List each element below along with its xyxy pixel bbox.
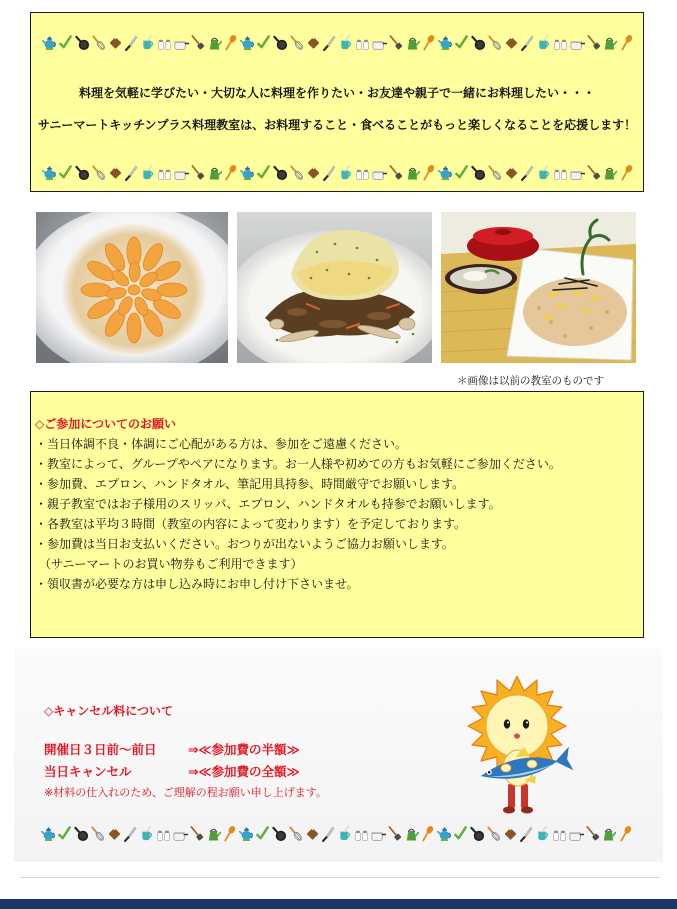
wooden-spoon-icon (223, 164, 238, 181)
cancellation-fee: ⇒≪参加費の半額≫ (188, 742, 300, 757)
spatula-icon (57, 825, 72, 842)
spatula-icon (454, 34, 469, 51)
saucepan-icon (372, 34, 387, 51)
saucepan-icon (569, 825, 584, 842)
intro-line-1: 料理を気軽に学びたい・大切な人に料理を作りたい・お友達や親子で一緒にお料理したい・・・ (78, 86, 595, 100)
whisk-icon (90, 825, 105, 842)
mascot-leg-left (508, 784, 515, 808)
cutting-board-icon (108, 164, 123, 181)
whisk-icon (289, 34, 304, 51)
turner-icon (189, 825, 204, 842)
teapot-icon (438, 164, 453, 181)
mascot-hand (501, 764, 511, 772)
cutting-board-icon (306, 164, 321, 181)
dish-photo-1 (36, 212, 228, 363)
frying-pan-icon (471, 34, 486, 51)
frying-pan-icon (74, 825, 89, 842)
salt-shaker-icon (355, 164, 370, 181)
mascot (462, 676, 574, 821)
wooden-spoon-icon (421, 34, 436, 51)
cutting-board-icon (504, 34, 519, 51)
wooden-spoon-icon (619, 34, 634, 51)
whisk-icon (288, 825, 303, 842)
turner-icon (190, 164, 205, 181)
mascot-foot (503, 807, 515, 814)
measuring-cup-icon (339, 34, 354, 51)
kettle-icon (206, 825, 221, 842)
spatula-icon (256, 34, 271, 51)
spatula-icon (453, 825, 468, 842)
whisk-icon (91, 164, 106, 181)
measuring-cup-icon (537, 34, 552, 51)
saucepan-icon (372, 164, 387, 181)
saucepan-icon (174, 34, 189, 51)
cutting-board-icon (504, 164, 519, 181)
participation-list (35, 414, 635, 594)
participation-item: ・当日体調不良・体調にご心配がある方は、参加をご遠慮ください。 (35, 437, 408, 451)
wooden-spoon-icon (420, 825, 435, 842)
dish-photo-3 (441, 212, 636, 363)
whisk-icon (289, 164, 304, 181)
teapot-icon (42, 34, 57, 51)
icon-row-top (42, 33, 634, 51)
frying-pan-icon (273, 164, 288, 181)
salt-shaker-icon (552, 825, 567, 842)
mascot-hand (527, 760, 537, 768)
whisk-icon (91, 34, 106, 51)
wooden-spoon-icon (223, 34, 238, 51)
knife-icon (520, 164, 535, 181)
kettle-icon (207, 34, 222, 51)
cutting-board-icon (108, 34, 123, 51)
wooden-spoon-icon (618, 825, 633, 842)
cancellation-section (14, 648, 663, 862)
salt-shaker-icon (157, 164, 172, 181)
cancellation-row (44, 742, 364, 758)
turner-icon (586, 34, 601, 51)
cutting-board-icon (503, 825, 518, 842)
turner-icon (190, 34, 205, 51)
kettle-icon (602, 34, 617, 51)
footer-rule (20, 877, 660, 878)
wooden-spoon-icon (421, 164, 436, 181)
participation-item: ・参加費、エプロン、ハンドタオル、筆記用具持参、時間厳守でお願いします。 (35, 477, 465, 491)
icon-row-footer (41, 824, 633, 842)
participation-heading: ◇ご参加についてのお願い (35, 417, 176, 431)
teapot-icon (42, 164, 57, 181)
kettle-icon (405, 34, 420, 51)
mascot-face (486, 695, 548, 757)
salt-shaker-icon (553, 34, 568, 51)
whisk-icon (487, 164, 502, 181)
knife-icon (322, 34, 337, 51)
eye-highlight (507, 722, 509, 724)
kettle-icon (601, 825, 616, 842)
turner-icon (387, 825, 402, 842)
intro-line-2: サニーマートキッチンプラス料理教室は、お料理すること・食べることがもっと楽しくなることを応援します！ (37, 118, 637, 132)
lidded-red-bowl (467, 227, 539, 261)
frying-pan-icon (273, 34, 288, 51)
cancellation-note: ※材料の仕入れのため、ご理解の程お願い申し上げます。 (44, 786, 327, 799)
knife-icon (123, 825, 138, 842)
saucepan-icon (173, 825, 188, 842)
kettle-icon (602, 164, 617, 181)
measuring-cup-icon (536, 825, 551, 842)
footer-bar (0, 899, 677, 909)
whisk-icon (487, 34, 502, 51)
teapot-icon (240, 34, 255, 51)
salt-shaker-icon (354, 825, 369, 842)
spatula-icon (58, 34, 73, 51)
spatula-icon (255, 825, 270, 842)
frying-pan-icon (75, 34, 90, 51)
kettle-icon (207, 164, 222, 181)
knife-icon (322, 164, 337, 181)
knife-icon (124, 34, 139, 51)
spatula-icon (58, 164, 73, 181)
participation-item: ・領収書が必要な方は申し込み時にお申し付け下さいませ。 (35, 577, 359, 591)
wooden-spoon-icon (619, 164, 634, 181)
measuring-cup-icon (537, 164, 552, 181)
photos-caption: ＊画像は以前の教室のものです (457, 375, 604, 387)
kettle-icon (405, 164, 420, 181)
kettle-icon (404, 825, 419, 842)
frying-pan-icon (470, 825, 485, 842)
wooden-spoon-icon (222, 825, 237, 842)
salt-shaker-icon (553, 164, 568, 181)
participation-item: ・各教室は平均３時間（教室の内容によって変わります）を予定しております。 (35, 517, 467, 531)
spatula-icon (256, 164, 271, 181)
knife-icon (520, 34, 535, 51)
measuring-cup-icon (141, 164, 156, 181)
cancellation-when: 当日キャンセル (44, 764, 132, 779)
measuring-cup-icon (141, 34, 156, 51)
salt-shaker-icon (157, 34, 172, 51)
turner-icon (585, 825, 600, 842)
frying-pan-icon (75, 164, 90, 181)
spatula-icon (454, 164, 469, 181)
measuring-cup-icon (140, 825, 155, 842)
mascot-eye-left (504, 719, 510, 728)
mascot-eye-right (523, 719, 529, 728)
saucepan-icon (174, 164, 189, 181)
mascot-foot (521, 807, 533, 814)
teapot-icon (437, 825, 452, 842)
cancellation-when: 開催日３日前～前日 (44, 742, 157, 757)
participation-item: ・参加費は当日お支払いください。おつりが出ないようご協力お願いします。 (35, 537, 454, 551)
cancellation-heading: ◇キャンセル料について (44, 704, 173, 718)
teapot-icon (41, 825, 56, 842)
icon-row-bottom (42, 163, 634, 181)
eye-highlight (526, 722, 528, 724)
cancellation-fee: ⇒≪参加費の全額≫ (188, 764, 300, 779)
teapot-icon (438, 34, 453, 51)
saucepan-icon (371, 825, 386, 842)
participation-box (30, 391, 644, 638)
dish-photo-2 (237, 212, 432, 363)
participation-item: ・教室によって、グループやペアになります。お一人様や初めての方もお気軽にご参加ください。 (35, 457, 561, 471)
turner-icon (388, 34, 403, 51)
saucepan-icon (570, 34, 585, 51)
teapot-icon (240, 164, 255, 181)
saucepan-icon (570, 164, 585, 181)
participation-item: ・親子教室ではお子様用のスリッパ、エプロン、ハンドタオルも持参でお願いします。 (35, 497, 501, 511)
whisk-icon (486, 825, 501, 842)
measuring-cup-icon (339, 164, 354, 181)
frying-pan-icon (272, 825, 287, 842)
measuring-cup-icon (338, 825, 353, 842)
participation-item: （サニーマートのお買い物券もご利用できます） (39, 557, 303, 571)
turner-icon (586, 164, 601, 181)
intro-box (30, 12, 644, 192)
teapot-icon (239, 825, 254, 842)
knife-icon (519, 825, 534, 842)
salt-shaker-icon (156, 825, 171, 842)
knife-icon (321, 825, 336, 842)
cutting-board-icon (107, 825, 122, 842)
cutting-board-icon (305, 825, 320, 842)
frying-pan-icon (471, 164, 486, 181)
knife-icon (124, 164, 139, 181)
mascot-leg-right (521, 784, 528, 808)
salt-shaker-icon (355, 34, 370, 51)
cancellation-row (44, 764, 364, 780)
cutting-board-icon (306, 34, 321, 51)
mascot-mouth (514, 733, 520, 738)
turner-icon (388, 164, 403, 181)
